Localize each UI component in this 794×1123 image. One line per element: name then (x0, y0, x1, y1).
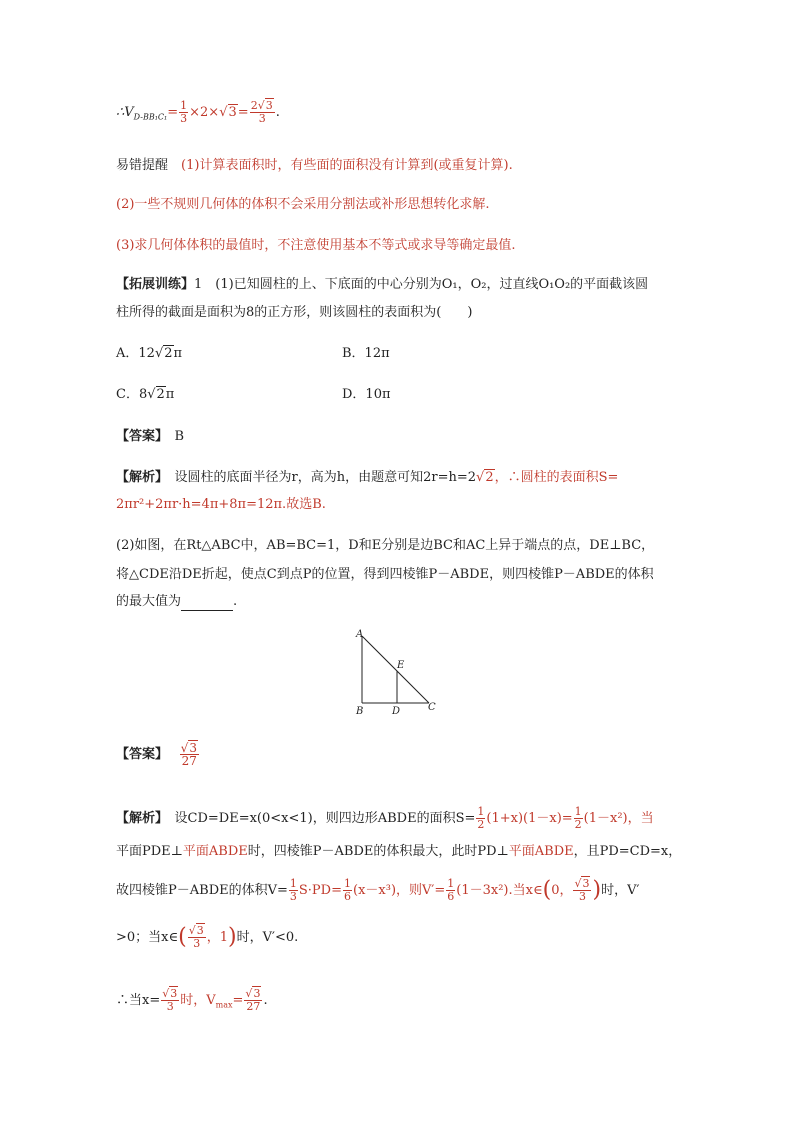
analysis-2-line-2: 平面PDE⊥平面ABDE时，四棱锥P－ABDE的体积最大，此时PD⊥平面ABDE，且PD=CD=x， (116, 844, 682, 859)
therefore-v: ∴V (116, 105, 134, 120)
q2-line-1: (2)如图，在Rt△ABC中，AB=BC=1，D和E分别是边BC和AC上异于端点的点，DE⊥BC， (116, 538, 655, 553)
label-e: E (397, 660, 405, 671)
tip-1: (1)计算表面积时，有些面的面积没有计算到(或重复计算). (181, 158, 513, 173)
analysis-label: 【解析】 (116, 811, 162, 826)
equals: = (167, 105, 179, 120)
times-two: ×2× (189, 105, 220, 120)
q2-line-2: 将△CDE沿DE折起，使点C到点P的位置，得到四棱锥P－ABDE，则四棱锥P－ABDE的体积 (116, 567, 654, 582)
volume-formula (116, 100, 280, 127)
tip-3: (3)求几何体体积的最值时，不注意使用基本不等式或求导等确定最值. (116, 238, 516, 253)
period: . (275, 105, 280, 120)
analysis-2-line-3: 故四棱锥P－ABDE的体积V= $\frac{1}{3}$ S·PD= $\frac{1}{6}$ (x－x³)，则V′= $\frac{1}{6}$ (1－3x²).当x∈(0， $\frac{√3}{3}$ )时，V′ (116, 877, 640, 903)
fraction-result: $\frac{2√3}{3}$ (250, 99, 273, 125)
analysis-2-line-4: >0；当x∈( $\frac{√3}{3}$ ，1)时，V′<0. (116, 924, 299, 950)
label-b: B (356, 706, 364, 717)
sqrt-three: √3 (219, 105, 237, 120)
label-a: A (356, 629, 364, 640)
v-subscript: D-BB₁C₁ (133, 112, 168, 122)
option-c: C．8√2π (116, 387, 175, 402)
training-line-1 (116, 276, 648, 294)
option-b: B．12π (342, 346, 390, 361)
answer-blank (181, 598, 233, 611)
option-a: A．12√2π (116, 346, 183, 361)
tip-2: (2)一些不规则几何体的体积不会采用分割法或补形思想转化求解. (116, 197, 490, 212)
training-text-1: 1 (1)已知圆柱的上、下底面的中心分别为O₁，O₂，过直线O₁O₂的平面截该圆 (194, 277, 649, 292)
option-d: D．10π (342, 387, 391, 402)
answer-1 (116, 428, 184, 446)
analysis-2-line-5: ∴当x= $\frac{√3}{3}$ 时，$V_{max}=$ $\frac{√3}{27}$ . (116, 987, 268, 1013)
answer-fraction: $\frac{√3}{27}$ (180, 741, 197, 768)
answer-value: B (174, 429, 185, 444)
analysis-1-line-2: 2πr²+2πr·h=4π+8π=12π.故选B. (116, 497, 326, 512)
tips-heading: 易错提醒 (116, 158, 169, 173)
equals: = (237, 105, 249, 120)
tip-line-1 (116, 157, 513, 175)
training-text-2: 柱所得的截面是面积为8的正方形，则该圆柱的表面积为( ) (116, 305, 473, 320)
analysis-1-line-1: 【解析】 设圆柱的底面半径为r，高为h，由题意可知2r=h=2√2，∴圆柱的表面积S= (116, 470, 619, 485)
label-c: C (428, 702, 436, 713)
answer-label: 【答案】 (116, 429, 162, 444)
q2-line-3: 的最大值为 . (116, 594, 238, 609)
analysis-2-line-1: 【解析】 设CD=DE=x(0<x<1)，则四边形ABDE的面积S= $\frac{1}{2}$ (1+x)(1－x)= $\frac{1}{2}$ (1－x²)，当 (116, 805, 654, 831)
answer-2 (116, 742, 200, 767)
label-d: D (392, 706, 401, 717)
triangle-figure (352, 628, 452, 718)
analysis-label: 【解析】 (116, 470, 162, 485)
answer-label: 【答案】 (116, 747, 162, 762)
fraction-one-third: $\frac{1}{3}$ (180, 99, 188, 125)
training-label: 【拓展训练】 (116, 277, 195, 292)
